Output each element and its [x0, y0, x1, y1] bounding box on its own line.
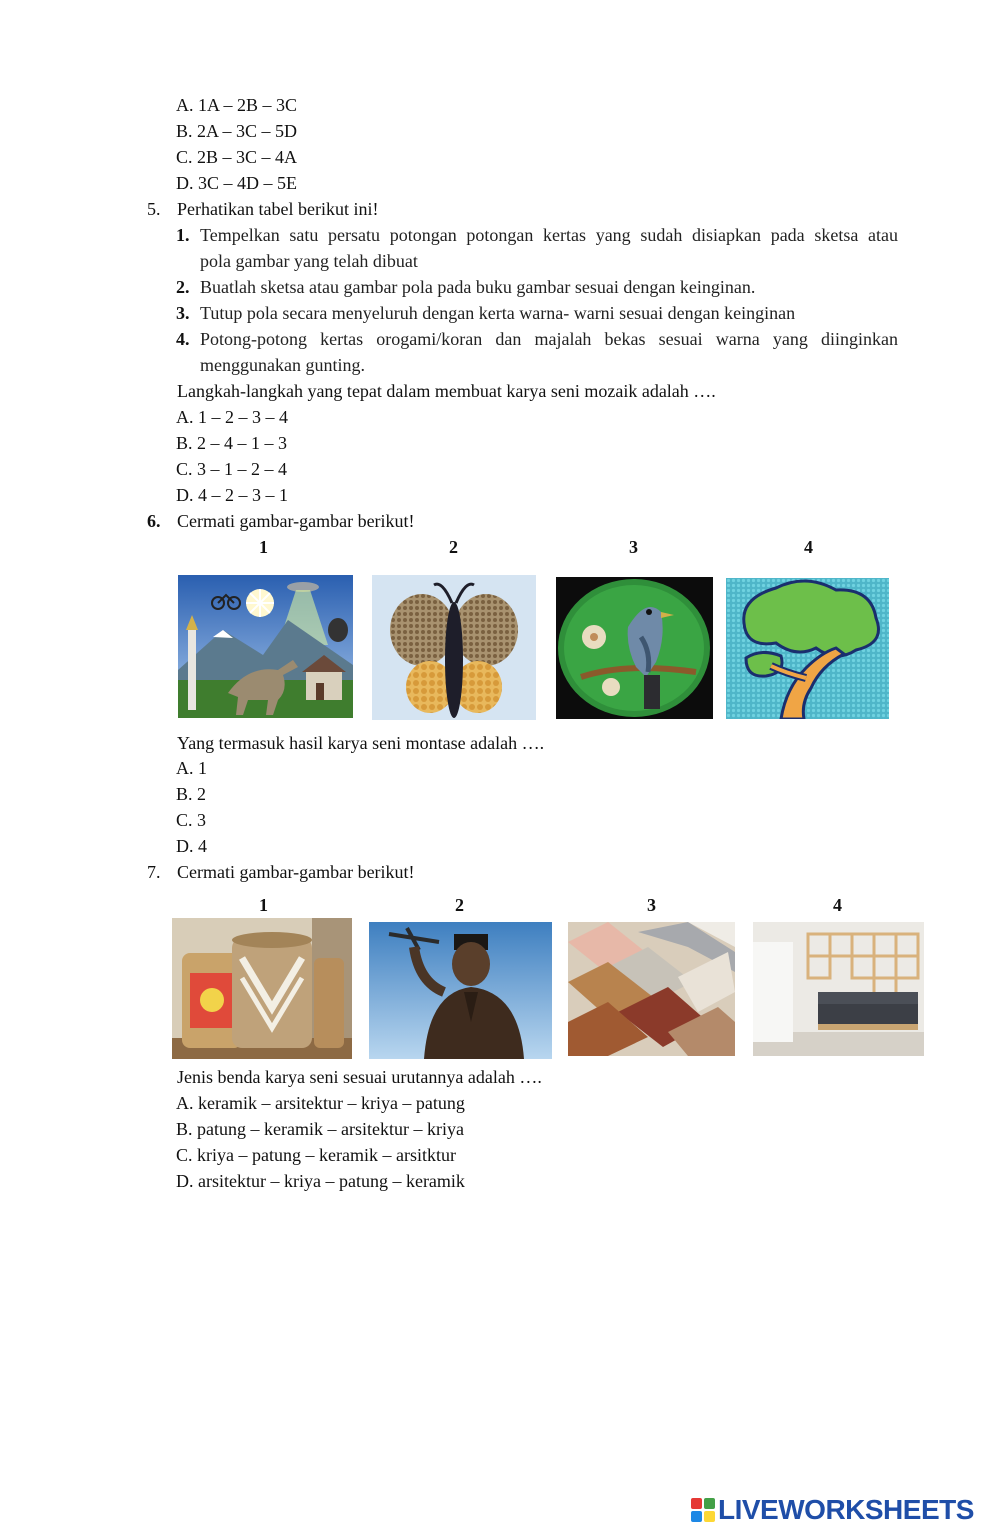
q6-image-label: 2: [449, 537, 458, 557]
q7-question: Jenis benda karya seni sesuai urutannya adalah ….: [177, 1067, 542, 1087]
q5-step-text: Potong-potong kertas orogami/koran dan majalah bekas sesuai warna yang diinginkan: [200, 329, 898, 349]
q6-image-label: 4: [804, 537, 813, 557]
q6-question: Yang termasuk hasil karya seni montase adalah ….: [177, 733, 545, 753]
q6-option-c[interactable]: C. 3: [176, 810, 207, 830]
q5-step-number: 1.: [176, 225, 190, 245]
liveworksheets-mark-icon: [691, 1498, 715, 1522]
q6-number: 6.: [147, 511, 161, 531]
q6-image-label: 1: [259, 537, 268, 557]
q7-image-label: 2: [455, 895, 464, 915]
q4-option-b[interactable]: B. 2A – 3C – 5D: [176, 121, 298, 141]
q7-option-c[interactable]: C. kriya – patung – keramik – arsitktur: [176, 1145, 456, 1165]
q5-step-text: Tutup pola secara menyeluruh dengan kerta warna- warni sesuai dengan keinginan: [200, 303, 796, 323]
q5-step-number: 2.: [176, 277, 190, 297]
montage-image: [178, 575, 353, 718]
q7-option-d[interactable]: D. arsitektur – kriya – patung – keramik: [176, 1171, 465, 1191]
liveworksheets-logo: [691, 1495, 974, 1525]
q5-option-a[interactable]: A. 1 – 2 – 3 – 4: [176, 407, 288, 427]
q4-option-c[interactable]: C. 2B – 3C – 4A: [176, 147, 298, 167]
q5-option-b[interactable]: B. 2 – 4 – 1 – 3: [176, 433, 288, 453]
q5-option-d[interactable]: D. 4 – 2 – 3 – 1: [176, 485, 288, 505]
q7-option-b[interactable]: B. patung – keramik – arsitektur – kriya: [176, 1119, 464, 1139]
q5-step-number: 3.: [176, 303, 190, 323]
bird-mosaic-image: [556, 577, 713, 719]
q5-step-text: Buatlah sketsa atau gambar pola pada buku gambar sesuai dengan keinginan.: [200, 277, 756, 297]
statue-image: [369, 922, 552, 1059]
q5-number: 5.: [147, 199, 161, 219]
brand-name: LIVEWORKSHEETS: [718, 1494, 974, 1525]
q5-option-c[interactable]: C. 3 – 1 – 2 – 4: [176, 459, 288, 479]
q7-number: 7.: [147, 862, 161, 882]
q5-prompt: Perhatikan tabel berikut ini!: [177, 199, 379, 219]
q5-step-text: pola gambar yang telah dibuat: [200, 251, 418, 271]
q4-option-d[interactable]: D. 3C – 4D – 5E: [176, 173, 297, 193]
architecture-interior-image: [753, 922, 924, 1056]
q5-step-text: Tempelkan satu persatu potongan potongan kertas yang sudah disiapkan pada sketsa atau: [200, 225, 898, 245]
q5-question: Langkah-langkah yang tepat dalam membuat karya seni mozaik adalah ….: [177, 381, 716, 401]
q7-image-label: 1: [259, 895, 268, 915]
q6-option-a[interactable]: A. 1: [176, 758, 207, 778]
tree-mosaic-image: [726, 578, 889, 719]
q6-image-label: 3: [629, 537, 638, 557]
q6-option-b[interactable]: B. 2: [176, 784, 207, 804]
q7-option-a[interactable]: A. keramik – arsitektur – kriya – patung: [176, 1093, 465, 1113]
q7-prompt: Cermati gambar-gambar berikut!: [177, 862, 415, 882]
q5-step-number: 4.: [176, 329, 190, 349]
craft-drums-image: [172, 918, 352, 1059]
q7-image-label: 4: [833, 895, 842, 915]
q6-option-d[interactable]: D. 4: [176, 836, 207, 856]
q6-prompt: Cermati gambar-gambar berikut!: [177, 511, 415, 531]
q4-option-a[interactable]: A. 1A – 2B – 3C: [176, 95, 298, 115]
butterfly-mosaic-image: [372, 575, 536, 720]
ceramic-tiles-image: [568, 922, 735, 1056]
q7-image-label: 3: [647, 895, 656, 915]
q5-step-text: menggunakan gunting.: [200, 355, 365, 375]
